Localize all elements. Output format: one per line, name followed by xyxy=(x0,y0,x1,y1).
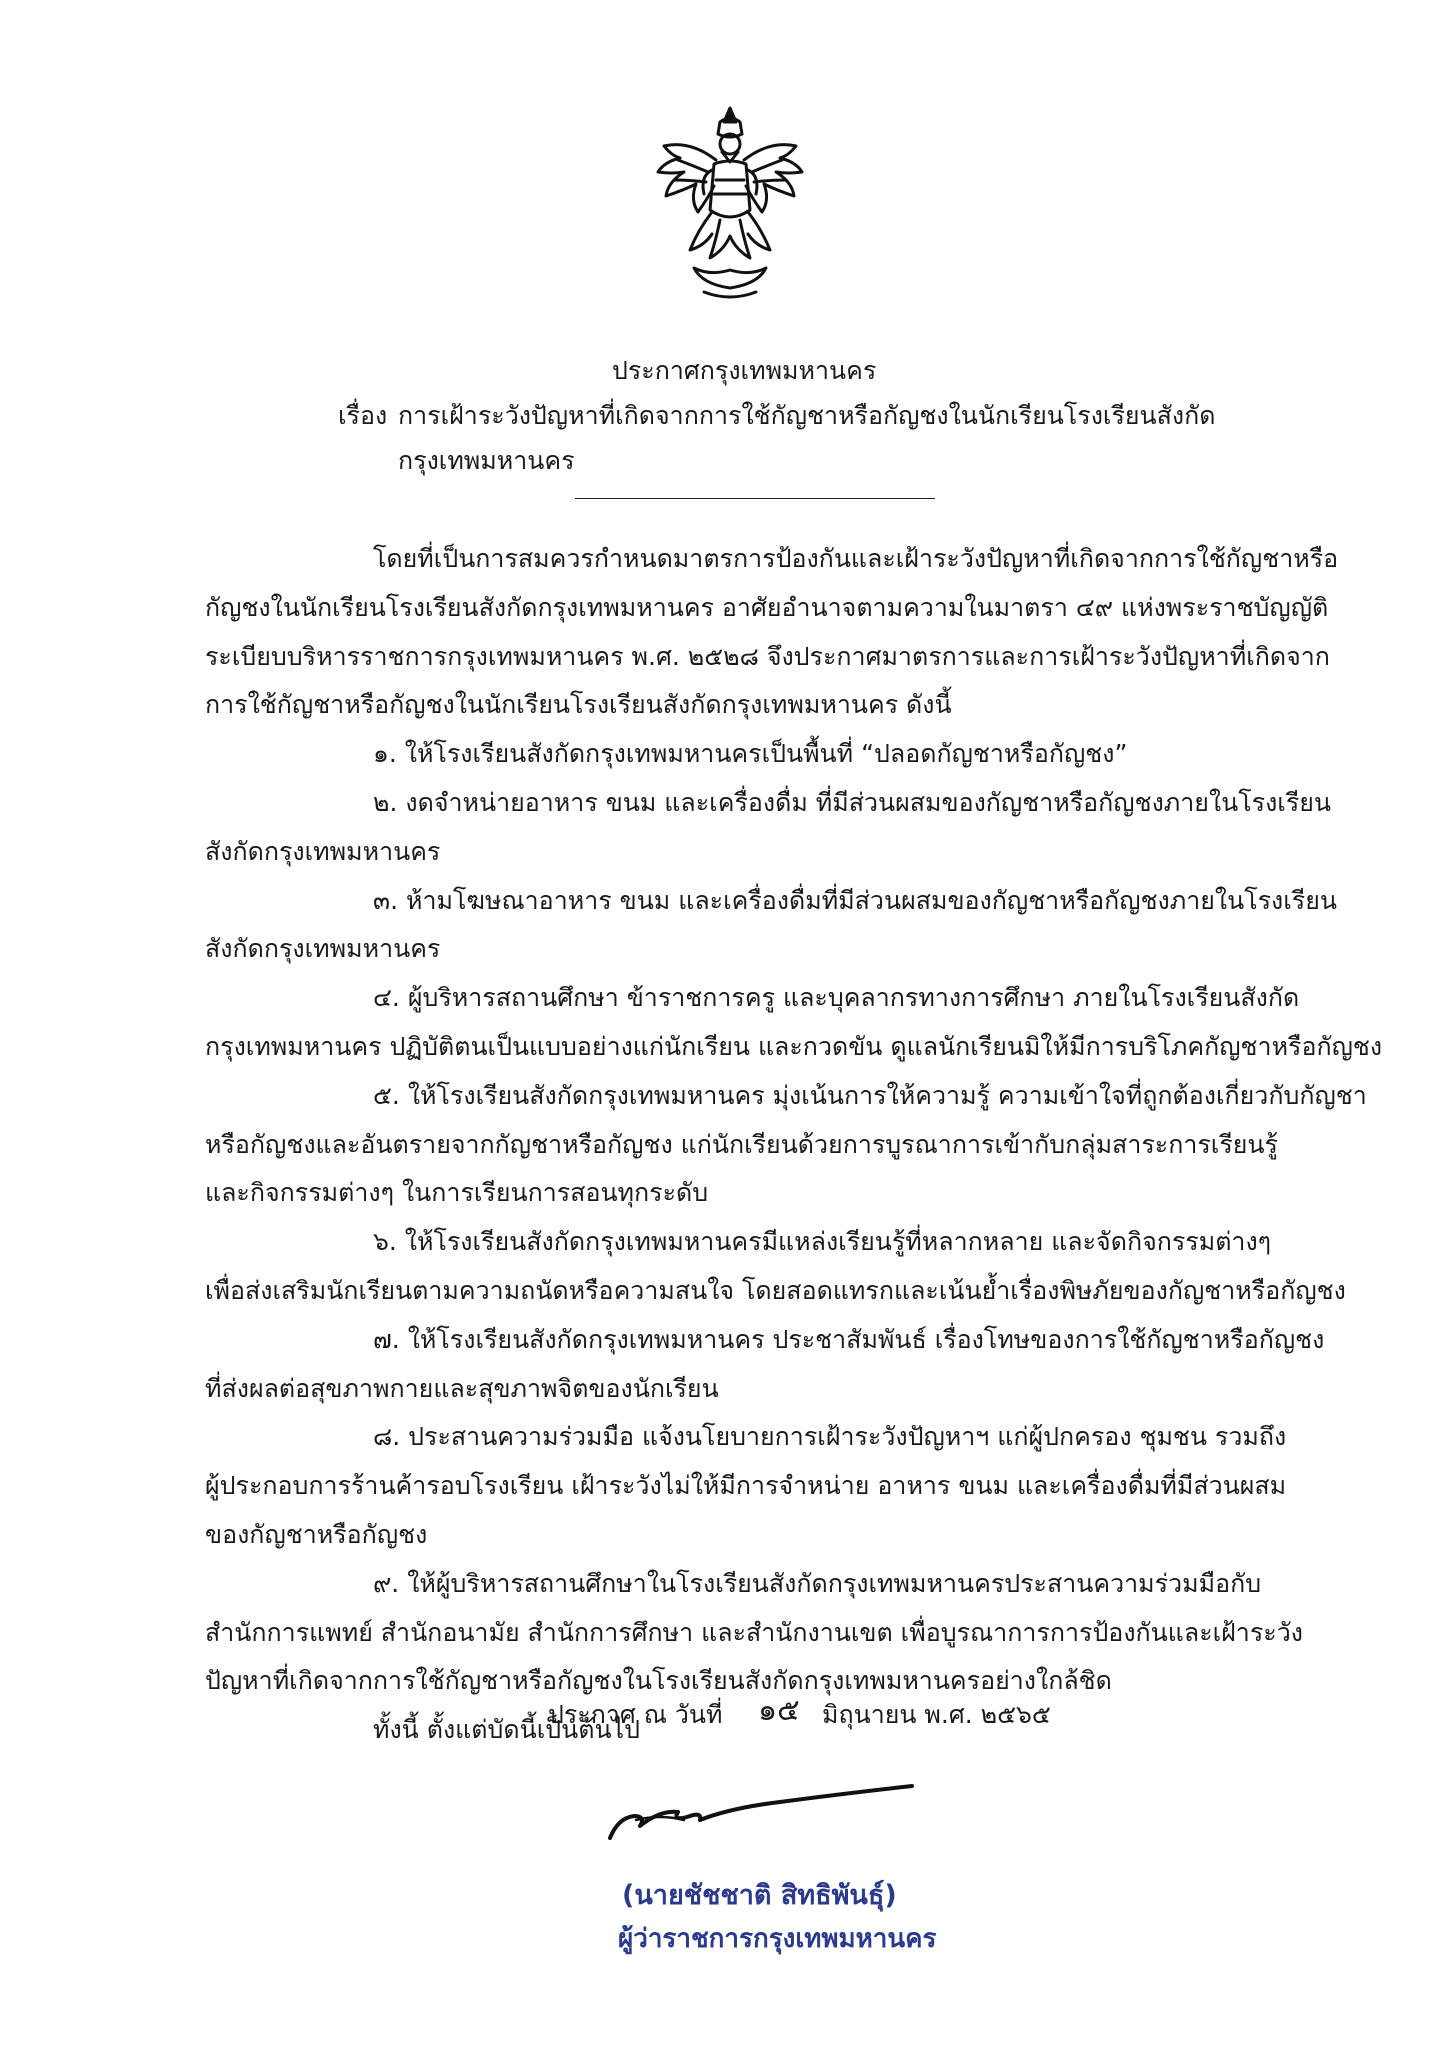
measure-item-8-cont: ของกัญชาหรือกัญชง xyxy=(205,1519,428,1549)
announcement-body xyxy=(205,535,1382,1755)
measure-item-7-cont: ที่ส่งผลต่อสุขภาพกายและสุขภาพจิตของนักเรียน xyxy=(205,1373,719,1403)
handwritten-signature xyxy=(600,1780,920,1850)
measure-item-7: ๗. ให้โรงเรียนสังกัดกรุงเทพมหานคร ประชาสัมพันธ์ เรื่องโทษของการใช้กัญชาหรือกัญชง xyxy=(373,1324,1325,1354)
preamble-line: กัญชงในนักเรียนโรงเรียนสังกัดกรุงเทพมหานคร อาศัยอำนาจตามความในมาตรา ๔๙ แห่งพระราชบัญญัติ xyxy=(205,592,1329,622)
measure-item-6: ๖. ให้โรงเรียนสังกัดกรุงเทพมหานครมีแหล่งเรียนรู้ที่หลากหลาย และจัดกิจกรรมต่างๆ xyxy=(373,1227,1272,1257)
announce-day: ๑๕ xyxy=(758,1693,800,1728)
measure-item-2: ๒. งดจำหน่ายอาหาร ขนม และเครื่องดื่ม ที่มีส่วนผสมของกัญชาหรือกัญชงภายในโรงเรียน xyxy=(373,787,1332,817)
preamble-line: การใช้กัญชาหรือกัญชงในนักเรียนโรงเรียนสังกัดกรุงเทพมหานคร ดังนี้ xyxy=(205,690,952,720)
measure-item-8: ๘. ประสานความร่วมมือ แจ้งนโยบายการเฝ้าระวังปัญหาฯ แก่ผู้ปกครอง ชุมชน รวมถึง xyxy=(373,1422,1287,1452)
measure-item-9: ๙. ให้ผู้บริหารสถานศึกษาในโรงเรียนสังกัดกรุงเทพมหานครประสานความร่วมมือกับ xyxy=(373,1568,1262,1598)
measure-item-3: ๓. ห้ามโฆษณาอาหาร ขนม และเครื่องดื่มที่มีส่วนผสมของกัญชาหรือกัญชงภายในโรงเรียน xyxy=(373,885,1337,915)
measure-item-2-cont: สังกัดกรุงเทพมหานคร xyxy=(205,836,441,866)
subject-line-2: กรุงเทพมหานคร xyxy=(398,446,575,475)
measure-item-8-cont: ผู้ประกอบการร้านค้ารอบโรงเรียน เฝ้าระวังไม่ให้มีการจำหน่าย อาหาร ขนม และเครื่องดื่มที่มีส่วนผสม xyxy=(205,1471,1287,1501)
measure-item-5-cont: หรือกัญชงและอันตรายจากกัญชาหรือกัญชง แก่นักเรียนด้วยการบูรณาการเข้ากับกลุ่มสาระการเรียนรู้ xyxy=(205,1129,1278,1159)
signer-name: (นายชัชชาติ สิทธิพันธุ์) xyxy=(622,1880,897,1911)
announce-month-year: มิถุนายน พ.ศ. ๒๕๖๕ xyxy=(822,1700,1051,1729)
header-divider xyxy=(575,498,935,499)
subject-line-1: การเฝ้าระวังปัญหาที่เกิดจากการใช้กัญชาหรือกัญชงในนักเรียนโรงเรียนสังกัด xyxy=(398,401,1216,430)
measure-item-9-cont: สำนักการแพทย์ สำนักอนามัย สำนักการศึกษา และสำนักงานเขต เพื่อบูรณาการการป้องกันและเฝ้าระวัง xyxy=(205,1617,1303,1647)
measure-item-9-cont: ปัญหาที่เกิดจากการใช้กัญชาหรือกัญชงในโรงเรียนสังกัดกรุงเทพมหานครอย่างใกล้ชิด xyxy=(205,1666,1112,1696)
preamble-line: โดยที่เป็นการสมควรกำหนดมาตรการป้องกันและเฝ้าระวังปัญหาที่เกิดจากการใช้กัญชาหรือ xyxy=(373,544,1339,573)
measure-item-1: ๑. ให้โรงเรียนสังกัดกรุงเทพมหานครเป็นพื้นที่ “ปลอดกัญชาหรือกัญชง” xyxy=(373,739,1128,769)
measure-item-4-cont: กรุงเทพมหานคร ปฏิบัติตนเป็นแบบอย่างแก่นักเรียน และกวดขัน ดูแลนักเรียนมิให้มีการบริโภคกัญชาหรือกัญชง xyxy=(205,1031,1383,1061)
measure-item-5: ๕. ให้โรงเรียนสังกัดกรุงเทพมหานคร มุ่งเน้นการให้ความรู้ ความเข้าใจที่ถูกต้องเกี่ยวกับกัญชา xyxy=(373,1080,1367,1110)
announce-prefix: ประกาศ ณ วันที่ xyxy=(548,1700,723,1729)
measure-item-5-cont: และกิจกรรมต่างๆ ในการเรียนการสอนทุกระดับ xyxy=(205,1178,709,1208)
measure-item-4: ๔. ผู้บริหารสถานศึกษา ข้าราชการครู และบุคลากรทางการศึกษา ภายในโรงเรียนสังกัด xyxy=(373,983,1300,1013)
effective-date-clause: ทั้งนี้ ตั้งแต่บัดนี้เป็นต้นไป xyxy=(373,1715,640,1745)
subject-label: เรื่อง xyxy=(338,401,388,430)
measure-item-6-cont: เพื่อส่งเสริมนักเรียนตามความถนัดหรือความสนใจ โดยสอดแทรกและเน้นย้ำเรื่องพิษภัยของกัญชาหรือกัญชง xyxy=(205,1275,1346,1305)
signer-position: ผู้ว่าราชการกรุงเทพมหานคร xyxy=(618,1924,937,1954)
garuda-emblem-icon xyxy=(650,100,810,305)
preamble-line: ระเบียบบริหารราชการกรุงเทพมหานคร พ.ศ. ๒๕๒๘ จึงประกาศมาตรการและการเฝ้าระวังปัญหาที่เกิดจาก xyxy=(205,641,1330,671)
measure-item-3-cont: สังกัดกรุงเทพมหานคร xyxy=(205,934,441,964)
document-title: ประกาศกรุงเทพมหานคร xyxy=(612,356,877,385)
